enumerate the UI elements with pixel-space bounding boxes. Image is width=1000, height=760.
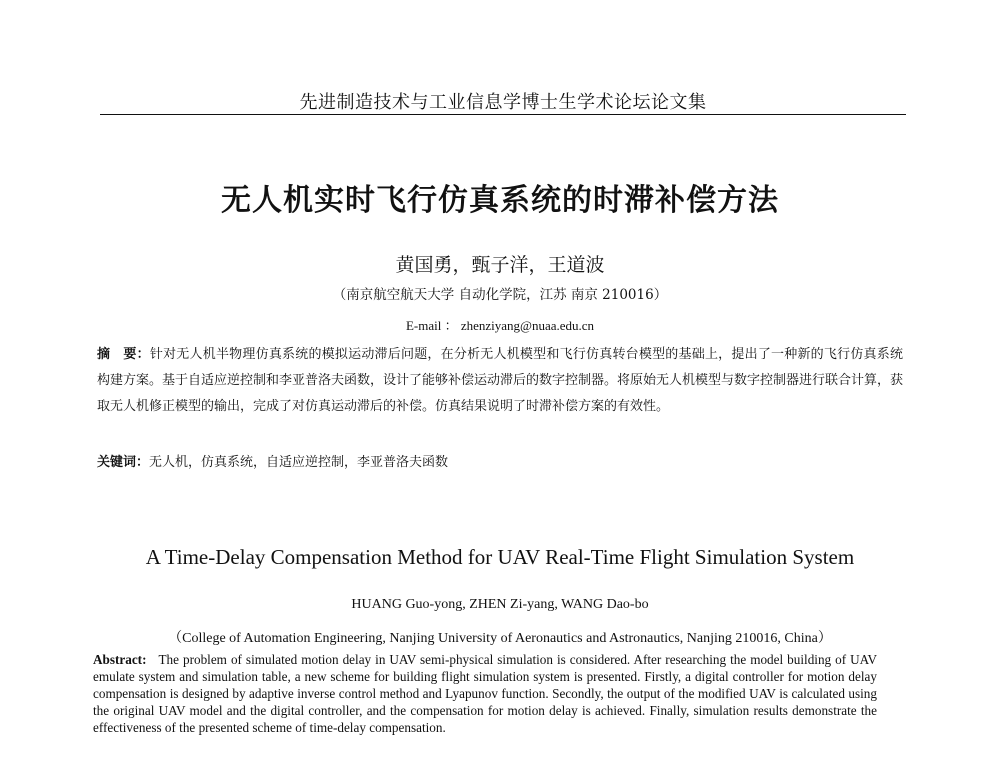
english-abstract: [93, 651, 877, 736]
english-title: A Time-Delay Compensation Method for UAV Real-Time Flight Simulation System: [145, 545, 855, 569]
english-abstract-text: The problem of simulated motion delay in UAV semi-physical simulation is considered. After researching the model building of UAV emulate system and simulation table, a new scheme for building flight simulation system is presented. Firstly, a digital controller for motion delay compensation is designed by adaptive inverse control method and Lyapunov function. Secondly, the output of the modified UAV is calculated using the original UAV model and the digital controller, and the compensation for motion delay is achieved. Finally, simulation results demonstrate the effectiveness of the presented scheme of time-delay compensation.: [93, 652, 877, 735]
email-line: E-mail ： zhenziyang@nuaa.edu.cn: [405, 318, 595, 333]
chinese-title: 无人机实时飞行仿真系统的时滞补偿方法: [221, 183, 779, 218]
chinese-abstract-text: 针对无人机半物理仿真系统的模拟运动滞后问题，在分析无人机模型和飞行仿真转台模型的基础上，提出了一种新的飞行仿真系统构建方案。基于自适应逆控制和李亚普洛夫函数，设计了能够补偿运动滞后的数字控制器。将原始无人机模型与数字控制器进行联合计算，获取无人机修正模型的输出，完成了对仿真运动滞后的补偿。仿真结果说明了时滞补偿方案的有效性。: [97, 347, 904, 414]
chinese-abstract: [97, 342, 903, 420]
header-rule: [100, 114, 906, 115]
chinese-keywords-text: 无人机，仿真系统，自适应逆控制，李亚普洛夫函数: [149, 455, 449, 470]
chinese-keywords-label: 关键词：: [97, 455, 150, 470]
english-abstract-label: Abstract:: [93, 652, 147, 667]
chinese-affiliation: （南京航空航天大学 自动化学院，江苏 南京 210016）: [332, 287, 668, 303]
chinese-abstract-label: 摘 要：: [97, 347, 150, 362]
english-authors: HUANG Guo-yong, ZHEN Zi-yang, WANG Dao-bo: [351, 597, 649, 612]
english-affiliation: （College of Automation Engineering, Nanjing University of Aeronautics and Astronautics, Nanjing 210016, China）: [168, 631, 832, 646]
journal-header: 先进制造技术与工业信息学博士生学术论坛论文集: [299, 92, 707, 113]
chinese-authors: 黄国勇，甄子洋，王道波: [395, 254, 605, 276]
chinese-keywords: [97, 453, 903, 473]
